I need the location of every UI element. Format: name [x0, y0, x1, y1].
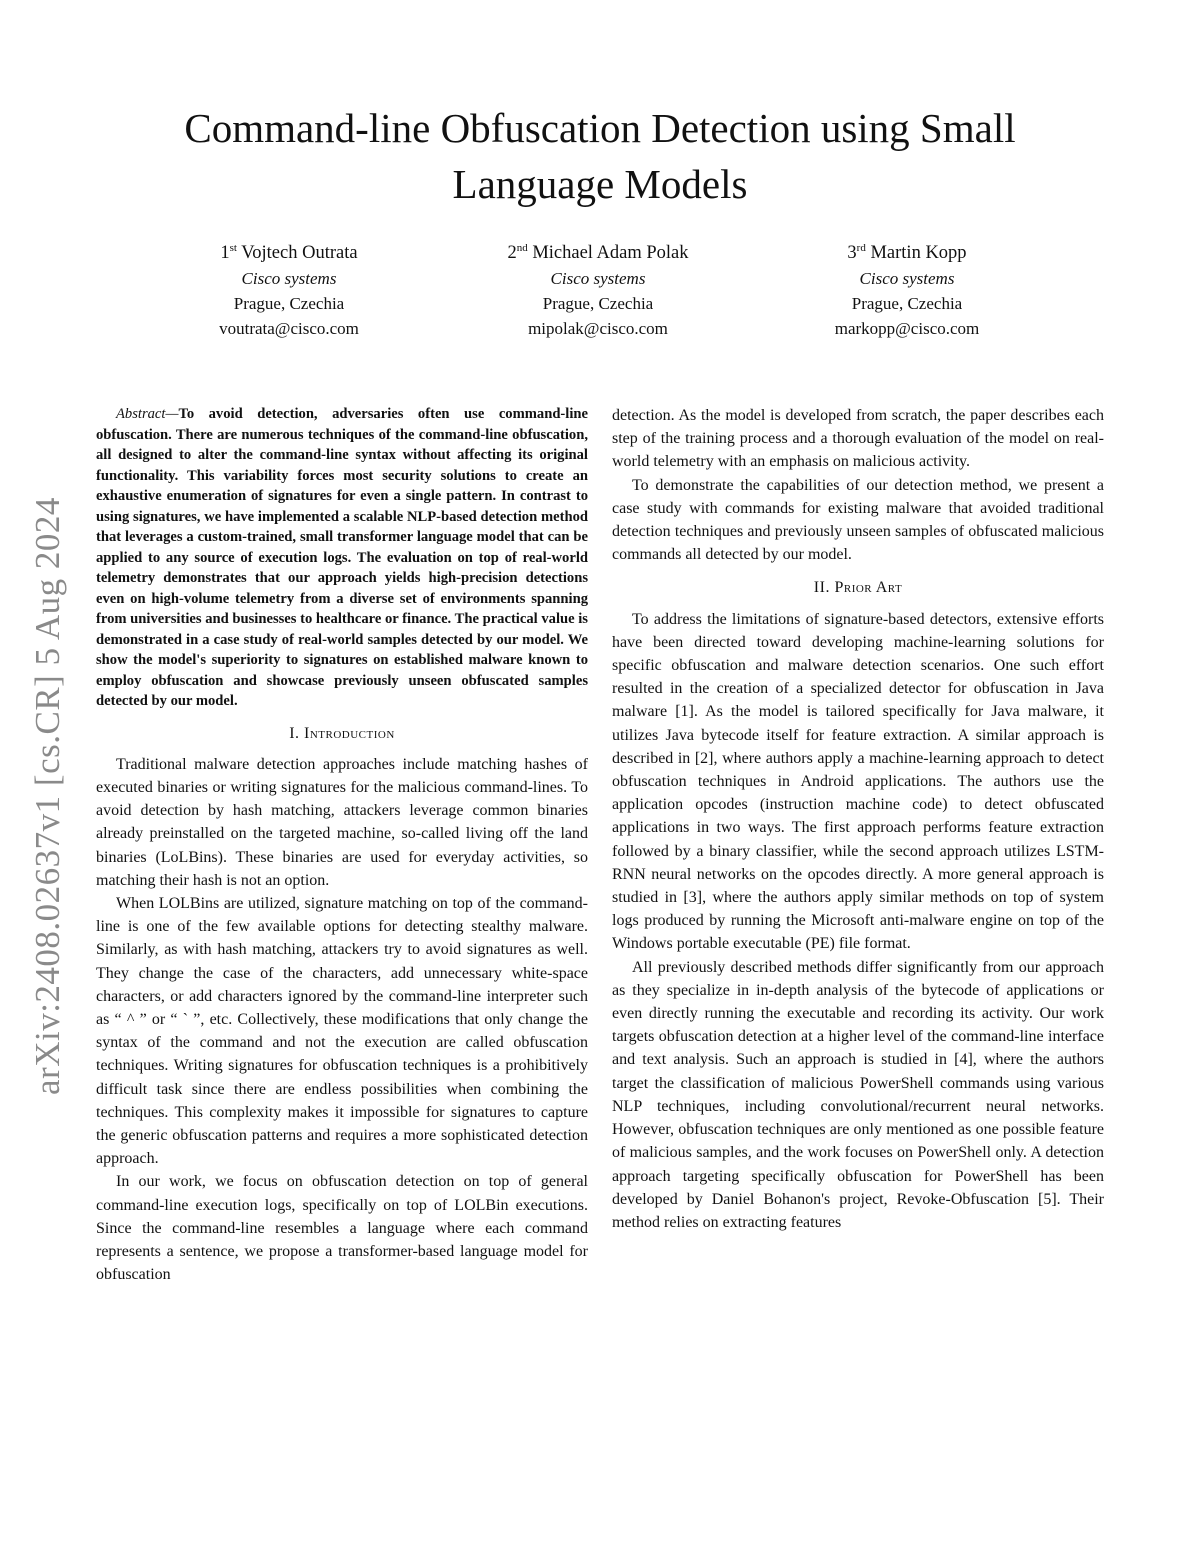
abstract-label: Abstract—	[116, 406, 179, 422]
paper-title	[100, 100, 1100, 212]
author-city: Prague, Czechia	[851, 294, 963, 314]
paragraph: In our work, we focus on obfuscation detection on top of general command-line execution logs, specifically on top of LOLBin executions. Since the command-line resembles a language where each command represents a sentence, we propose a transformer-based language model for obfuscation	[96, 1173, 588, 1284]
author-name: 1st Vojtech Outrata	[220, 242, 358, 264]
author-block-2	[448, 236, 748, 341]
left-column	[96, 404, 588, 1286]
section-heading-introduction: I. Introduction	[289, 724, 395, 742]
author-email: voutrata@cisco.com	[219, 319, 359, 339]
author-affiliation: Cisco systems	[550, 269, 646, 289]
title-line-1: Command-line Obfuscation Detection using Small	[184, 105, 1016, 151]
paragraph: To address the limitations of signature-based detectors, extensive efforts have been directed toward developing machine-learning solutions for specific obfuscation and malware detection scenarios. One such effort resulted in the creation of a specialized detector for obfuscation in Java malware [1]. As the model is tailored specifically for Java malware, it utilizes Java bytecode itself for feature extraction. A similar approach is described in [2], where authors apply a machine-learning approach to detect obfuscation techniques in Android applications. The authors use the application opcodes (instruction machine code) to detect obfuscated applications in two ways. The first approach performs feature extraction followed by a binary classifier, while the second approach utilizes LSTM-RNN neural networks on the opcodes directly. A more general approach is studied in [3], where the authors apply similar methods on top of system logs produced by running the Microsoft anti-malware engine on top of the Windows portable executable (PE) file format.	[612, 610, 1104, 953]
author-city: Prague, Czechia	[542, 294, 654, 314]
right-column	[612, 404, 1104, 1234]
author-block-3	[757, 236, 1057, 341]
arxiv-identifier: arXiv:2408.02637v1 [cs.CR] 5 Aug 2024	[28, 497, 67, 1095]
paragraph: detection. As the model is developed from scratch, the paper describes each step of the training process and a thorough evaluation of the model on real-world telemetry with an emphasis on malicious activity.	[612, 407, 1104, 471]
author-affiliation: Cisco systems	[859, 269, 955, 289]
abstract-text: To avoid detection, adversaries often use command-line obfuscation. There are numerous techniques of the command-line obfuscation, all designed to alter the command-line syntax without affecting its original functionality. This variability forces most security solutions to create an exhaustive enumeration of signatures for even a single pattern. In contrast to using signatures, we have implemented a scalable NLP-based detection method that leverages a custom-trained, small transformer language model that can be applied to any source of execution logs. The evaluation on top of real-world telemetry demonstrates that our approach yields high-precision detections even on high-volume telemetry from a diverse set of environments spanning from universities and businesses to healthcare or finance. The practical value is demonstrated in a case study of real-world samples detected by our model. We show the model's superiority to signatures on established malware known to employ obfuscation and showcase previously unseen obfuscated samples detected by our model.	[96, 406, 588, 709]
author-name: 2nd Michael Adam Polak	[507, 242, 689, 264]
paragraph: Traditional malware detection approaches include matching hashes of executed binaries or writing signatures for the malicious command-lines. To avoid detection by hash matching, attackers leverage common binaries already preinstalled on the targeted machine, so-called living off the land binaries (LoLBins). These binaries are used for everyday activities, so matching their hash is not an option.	[96, 755, 588, 889]
paragraph: When LOLBins are utilized, signature matching on top of the command-line is one of the few available options for detecting stealthy malware. Similarly, as with hash matching, attackers try to avoid signatures as well. They change the case of the characters, add unnecessary white-space characters, or add characters ignored by the command-line interpreter such as “ ^ ” or “ ` ”, etc. Collectively, these modifications that only change the syntax of the command and not the execution are called obfuscation techniques. Writing signatures for obfuscation techniques is a prohibitively difficult task since there are endless possibilities when combining the techniques. This complexity makes it impossible for signatures to capture the generic obfuscation patterns and requires a more sophisticated detection approach.	[96, 894, 588, 1168]
author-affiliation: Cisco systems	[241, 269, 337, 289]
author-email: markopp@cisco.com	[834, 319, 980, 339]
section-heading-prior-art: II. Prior Art	[813, 579, 903, 597]
author-email: mipolak@cisco.com	[528, 319, 668, 339]
paragraph: All previously described methods differ significantly from our approach as they specialize in in-depth analysis of the bytecode of applications or even directly running the executable and recording its activity. Our work targets obfuscation detection at a higher level of the command-line interface and text analysis. Such an approach is studied in [4], where the authors target the classification of malicious PowerShell commands using various NLP techniques, including convolutional/recurrent neural networks. However, obfuscation techniques are only mentioned as one possible feature of malicious samples, and the work focuses on PowerShell only. A detection approach targeting specifically obfuscation for PowerShell has been developed by Daniel Bohanon's project, Revoke-Obfuscation [5]. Their method relies on extracting features	[612, 958, 1104, 1231]
author-block-1	[139, 236, 439, 341]
title-line-2: Language Models	[452, 161, 748, 207]
paragraph: To demonstrate the capabilities of our detection method, we present a case study with commands for existing malware that avoided traditional detection techniques and previously unseen samples of obfuscated malicious commands all detected by our model.	[612, 476, 1104, 564]
author-name: 3rd Martin Kopp	[847, 242, 967, 264]
abstract	[96, 404, 588, 712]
author-city: Prague, Czechia	[233, 294, 345, 314]
